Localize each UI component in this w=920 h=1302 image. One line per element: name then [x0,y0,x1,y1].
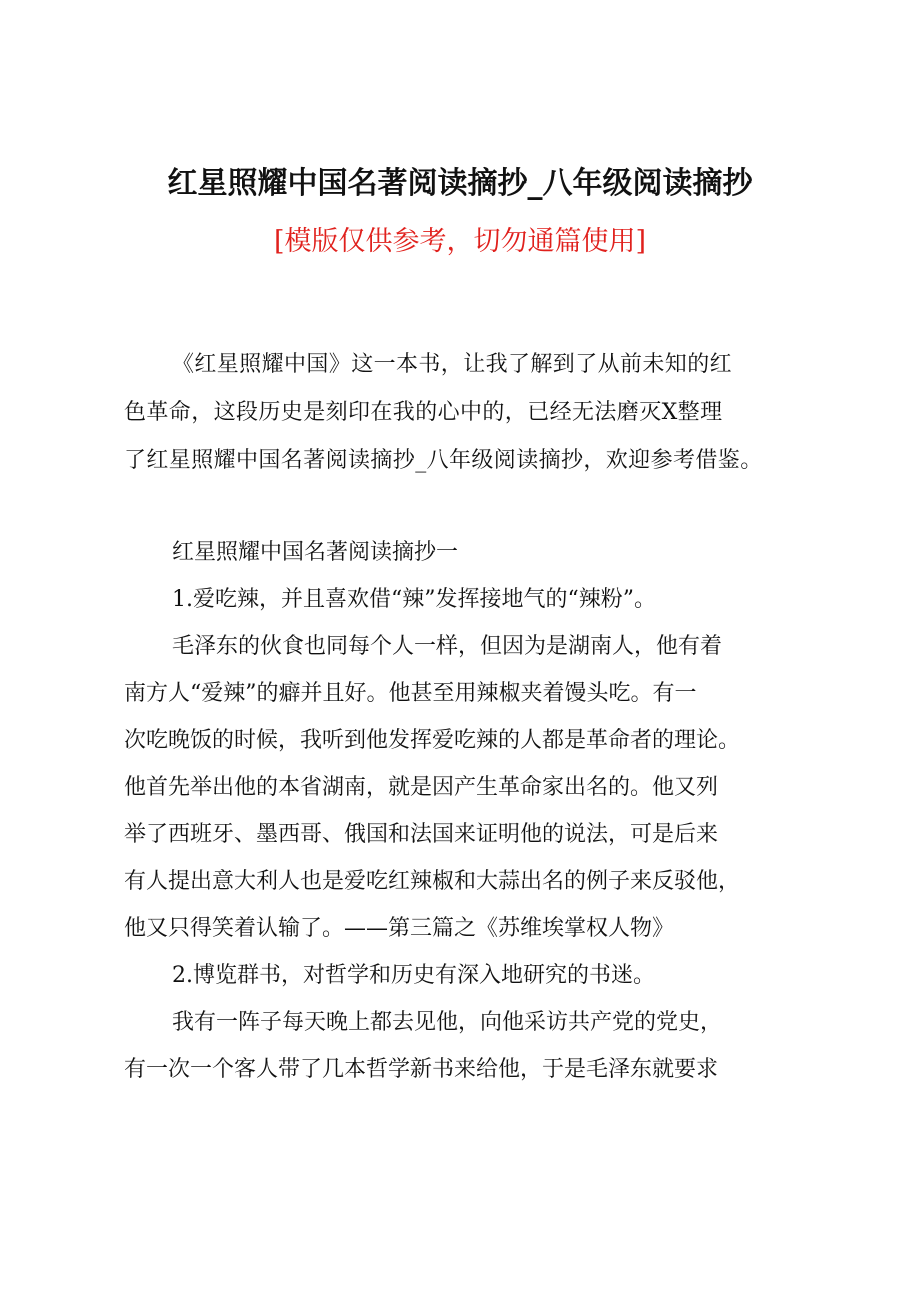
paragraph-line: 我有一阵子每天晚上都去见他，向他采访共产党的党史， [172,1010,723,1035]
paragraph-line: 有人提出意大利人也是爱吃红辣椒和大蒜出名的例子来反驳他， [124,869,741,894]
paragraph-line: 举了西班牙、墨西哥、俄国和法国来证明他的说法，可是后来 [124,822,719,847]
paragraph-line: 毛泽东的伙食也同每个人一样，但因为是湖南人，他有着 [172,634,723,659]
paragraph-line: 有一次一个客人带了几本哲学新书来给他，于是毛泽东就要求 [124,1057,719,1082]
intro-line: 色革命，这段历史是刻印在我的心中的，已经无法磨灭X整理 [124,400,723,425]
intro-line: 了红星照耀中国名著阅读摘抄_八年级阅读摘抄，欢迎参考借鉴。 [124,448,763,473]
paragraph-line: 他首先举出他的本省湖南，就是因产生革命家出名的。他又列 [124,775,719,800]
item-heading: 2.博览群书，对哲学和历史有深入地研究的书迷。 [172,963,655,988]
intro-paragraph [124,341,804,485]
paragraph-line: 他又只得笑着认输了。——第三篇之《苏维埃掌权人物》 [124,916,675,941]
article-content [124,529,804,1093]
section-heading: 红星照耀中国名著阅读摘抄一 [172,540,459,565]
paragraph-line: 次吃晚饭的时候，我听到他发挥爱吃辣的人都是革命者的理论。 [124,728,741,753]
item-heading: 1.爱吃辣，并且喜欢借“辣”发挥接地气的“辣粉”。 [172,587,656,612]
intro-line: 《红星照耀中国》这一本书，让我了解到了从前未知的红 [172,352,733,377]
template-notice: [模版仅供参考，切勿通篇使用] [273,226,647,257]
paragraph-line: 南方人“爱辣”的癖并且好。他甚至用辣椒夹着馒头吃。有一 [124,681,697,706]
document-title: 红星照耀中国名著阅读摘抄_八年级阅读摘抄 [167,166,753,201]
